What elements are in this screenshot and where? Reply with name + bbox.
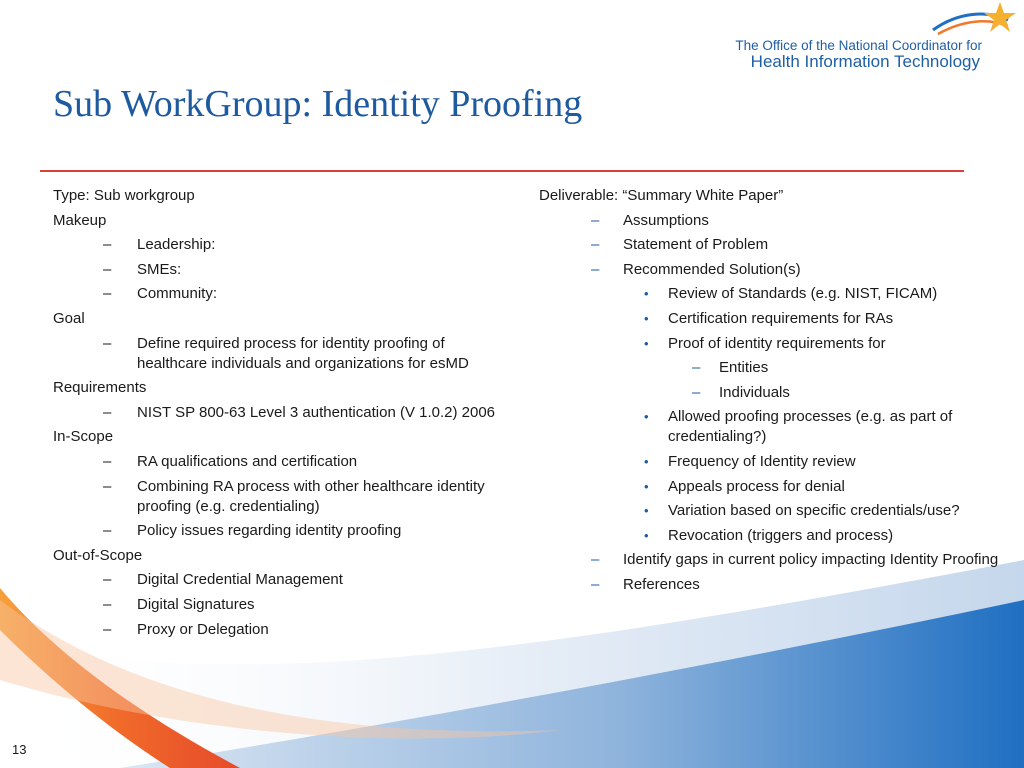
list-item: – References [591,575,700,593]
list-item: • Allowed proofing processes (e.g. as part of credentialing?) [644,408,953,446]
right-column [539,186,1009,600]
list-item: – Proxy or Delegation [103,620,269,638]
makeup-label: Makeup [53,211,107,229]
requirements-label: Requirements [53,379,147,397]
deliverable-label: Deliverable: “Summary White Paper” [539,187,784,204]
list-item: – SMEs: [103,260,182,278]
list-item: – Recommended Solution(s) [591,260,801,278]
list-item: • Variation based on specific credentials/use? [644,502,960,520]
list-item: • Appeals process for denial [644,477,845,495]
list-item: • Frequency of Identity review [644,452,856,470]
list-item: – Combining RA process with other healthcare identity proofing (e.g. credentialing) [103,477,485,515]
outscope-label: Out-of-Scope [53,546,143,564]
list-item: – Digital Signatures [103,595,255,613]
inscope-label: In-Scope [53,428,114,446]
page-number: 13 [12,742,27,757]
list-item: – Digital Credential Management [103,571,343,589]
goal-label: Goal [53,309,85,327]
type-label: Type: Sub workgroup [53,187,195,204]
list-item: • Review of Standards (e.g. NIST, FICAM) [644,285,938,303]
list-item: • Certification requirements for RAs [644,309,894,327]
list-item: – Policy issues regarding identity proofing [103,522,402,540]
list-item: – Statement of Problem [591,236,769,254]
list-item: – RA qualifications and certification [103,452,358,470]
list-item: – Assumptions [591,211,709,229]
list-item: – Community: [103,285,218,303]
title-divider [40,170,964,172]
list-item: • Revocation (triggers and process) [644,526,894,544]
logo-text-line1: The Office of the National Coordinator for [735,38,982,53]
list-item: • Proof of identity requirements for [644,334,886,352]
list-item: – Individuals [692,383,790,401]
list-item: – Entities [692,359,769,377]
left-column [53,186,533,644]
list-item: – NIST SP 800-63 Level 3 authentication (V 1.0.2) 2006 [103,403,496,421]
list-item: – Identify gaps in current policy impacting Identity Proofing [591,551,999,569]
slide-title: Sub WorkGroup: Identity Proofing [53,83,583,125]
logo-text-line2: Health Information Technology [750,52,980,71]
list-item: – Define required process for identity proofing of healthcare individuals and organizations for esMD [103,334,469,372]
list-item: – Leadership: [103,236,216,254]
